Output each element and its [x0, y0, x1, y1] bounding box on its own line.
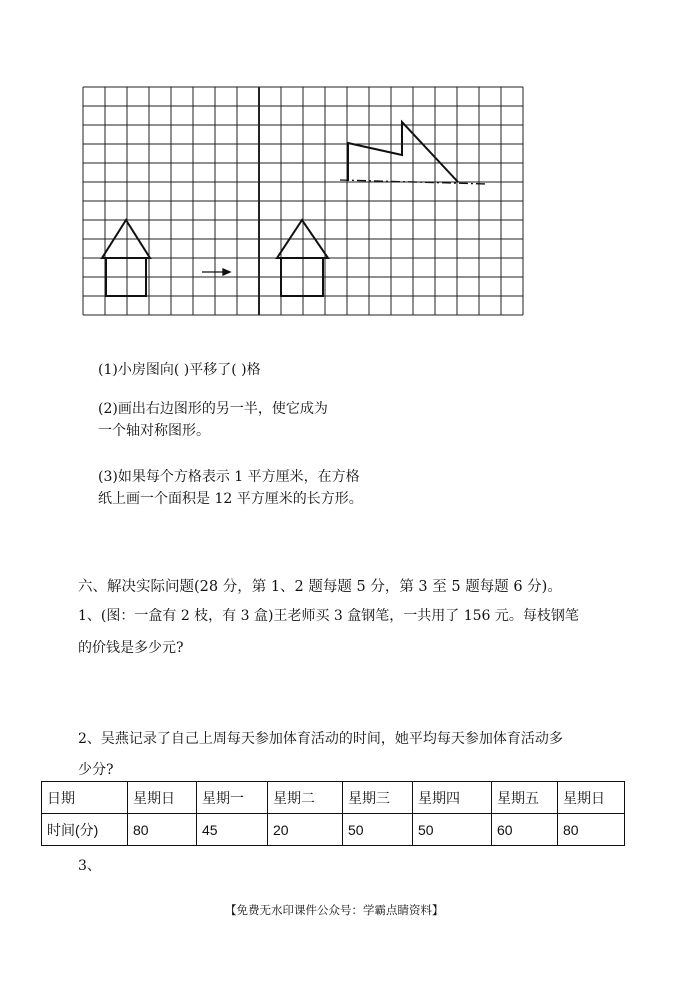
- footer-note: 【免费无水印课件公众号：学霸点睛资料】: [225, 903, 444, 917]
- table-cell: 20: [268, 814, 343, 846]
- table-cell: 星期三: [343, 782, 413, 814]
- grid-question-2-line2: 一个轴对称图形。: [98, 423, 210, 439]
- table-header-row: [42, 782, 625, 814]
- grid-question-3-line1: (3)如果每个方格表示 1 平方厘米，在方格: [98, 469, 360, 485]
- table-cell: 50: [413, 814, 492, 846]
- table-row: [42, 814, 625, 846]
- problem-2-line1: 2、吴燕记录了自己上周每天参加体育活动的时间，她平均每天参加体育活动多: [78, 731, 563, 747]
- table-cell: 80: [558, 814, 625, 846]
- table-cell: 星期日: [128, 782, 197, 814]
- table-cell: 星期五: [492, 782, 558, 814]
- grid-question-3-line2: 纸上画一个面积是 12 平方厘米的长方形。: [98, 491, 363, 507]
- problem-1-line2: 的价钱是多少元?: [78, 640, 184, 656]
- grid-svg: [82, 86, 526, 318]
- table-cell: 80: [128, 814, 197, 846]
- problem-1-line1: 1、(图：一盒有 2 枝，有 3 盒)王老师买 3 盒钢笔，一共用了 156 元。每枝钢笔: [78, 608, 579, 624]
- grid-question-2-line1: (2)画出右边图形的另一半，使它成为: [98, 401, 328, 417]
- problem-2-line2: 少分?: [78, 762, 114, 778]
- arrow-icon: [202, 269, 230, 275]
- section-title: 六、解决实际问题(28 分，第 1、2 题每题 5 分，第 3 至 5 题每题 6 分)。: [78, 579, 562, 595]
- table-cell: 45: [197, 814, 268, 846]
- table-cell: 时间(分): [42, 814, 128, 846]
- table-cell: 60: [492, 814, 558, 846]
- grid-question-1: (1)小房图向( )平移了( )格: [98, 362, 261, 378]
- grid-figure: [82, 86, 526, 322]
- table-cell: 星期日: [558, 782, 625, 814]
- table-cell: 星期二: [268, 782, 343, 814]
- problem-3-label: 3、: [78, 858, 101, 874]
- activity-time-table: [41, 781, 625, 846]
- half-figure: [348, 122, 458, 182]
- table-cell: 50: [343, 814, 413, 846]
- table-cell: 日期: [42, 782, 128, 814]
- table-cell: 星期一: [197, 782, 268, 814]
- table-cell: 星期四: [413, 782, 492, 814]
- left-house: [102, 220, 150, 296]
